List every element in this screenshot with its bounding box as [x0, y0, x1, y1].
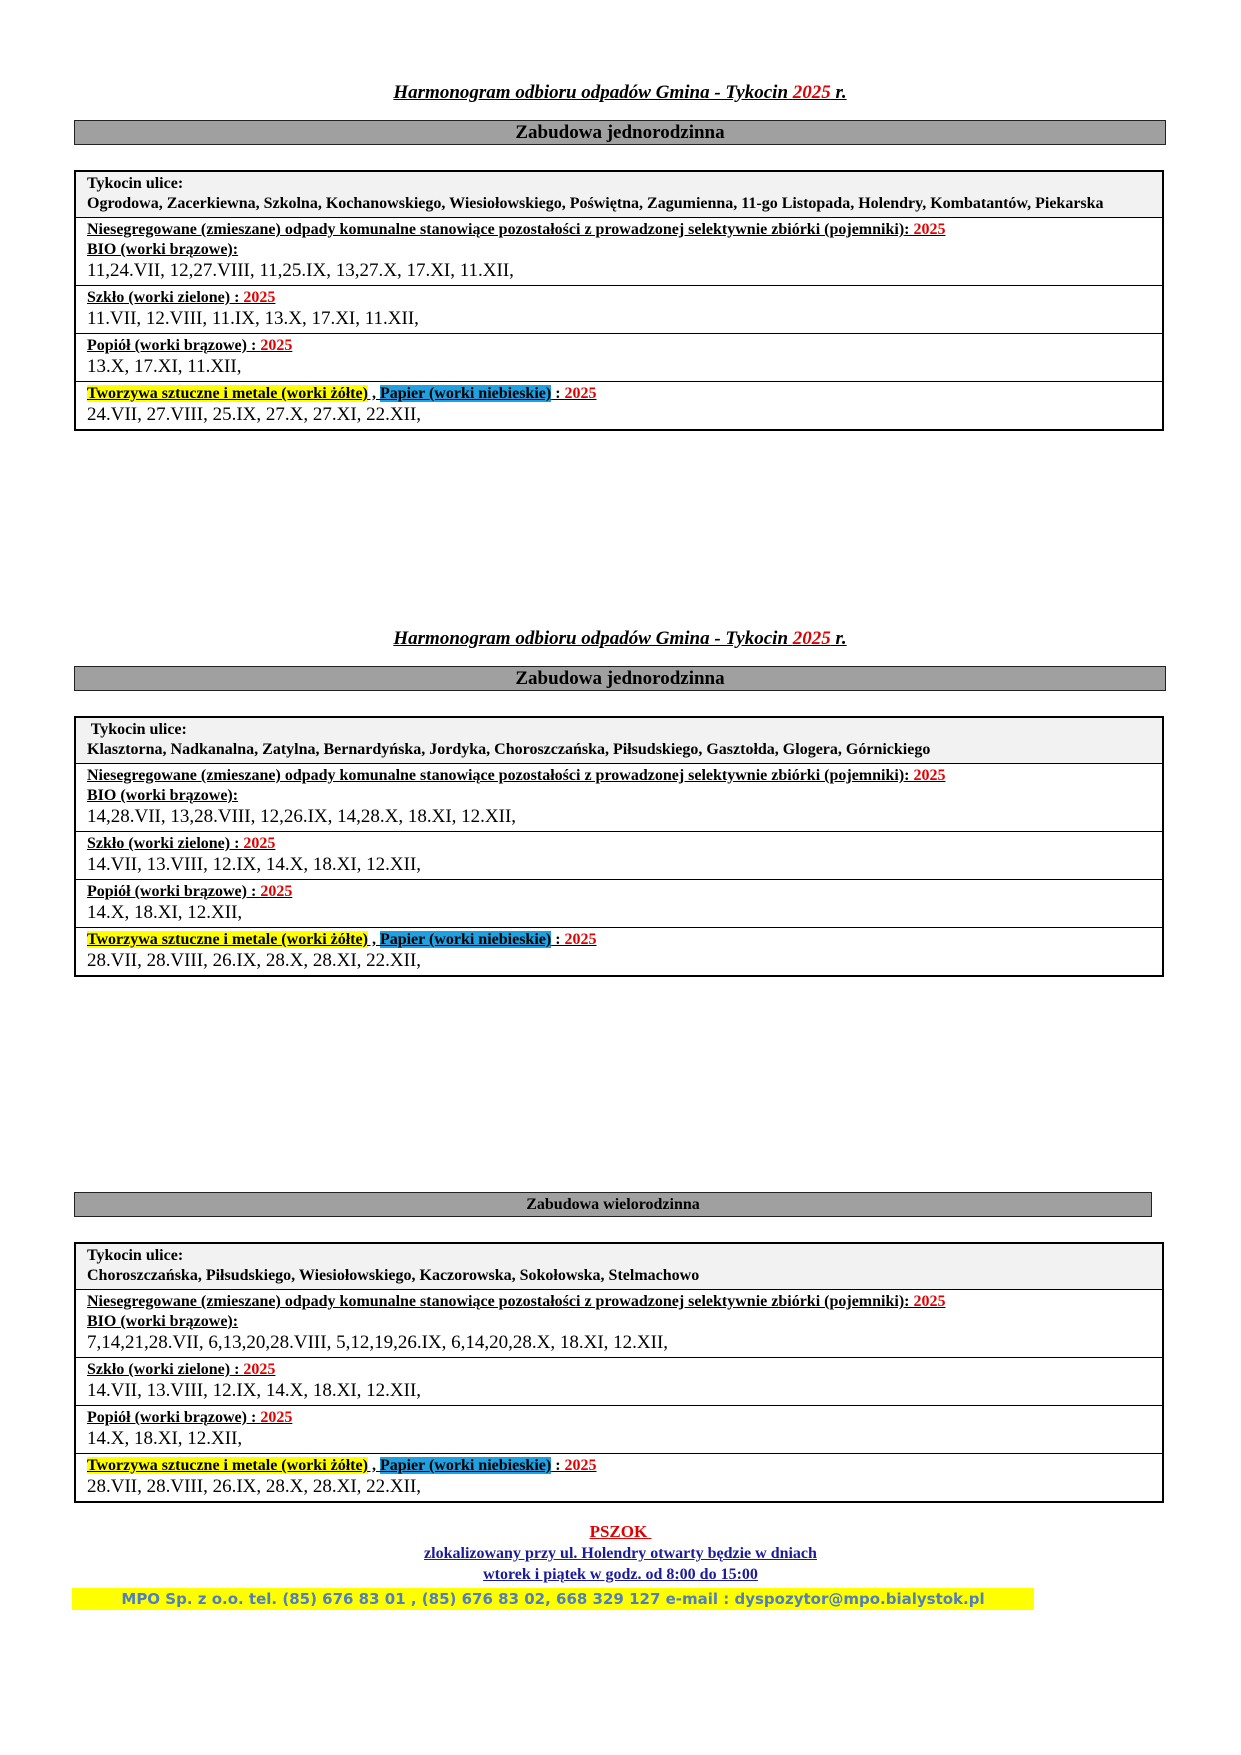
streets-row — [76, 172, 1162, 217]
streets-row — [76, 718, 1162, 763]
ash-label: Popiół (worki brązowe) : 2025 — [87, 883, 293, 900]
streets-label: Tykocin ulice: — [87, 721, 187, 738]
ash-dates: 14.X, 18.XI, 12.XII, — [87, 902, 243, 923]
ash-label: Popiół (worki brązowe) : 2025 — [87, 1409, 293, 1426]
schedule-table — [74, 716, 1164, 977]
schedule-table — [74, 170, 1164, 431]
ash-label: Popiół (worki brązowe) : 2025 — [87, 337, 293, 354]
plastic-paper-label: Tworzywa sztuczne i metale (worki żółte) , Papier (worki niebieskie) : 2025 — [87, 385, 597, 402]
glass-row — [76, 285, 1162, 333]
streets-row — [76, 1244, 1162, 1289]
glass-dates: 14.VII, 13.VIII, 12.IX, 14.X, 18.XI, 12.XII, — [87, 854, 422, 875]
mixed-bio-row — [76, 763, 1162, 831]
glass-row — [76, 831, 1162, 879]
streets-list: Choroszczańska, Piłsudskiego, Wiesiołowskiego, Kaczorowska, Sokołowska, Stelmachowo — [87, 1267, 700, 1284]
plastic-paper-dates: 24.VII, 27.VIII, 25.IX, 27.X, 27.XI, 22.XII, — [87, 404, 422, 425]
plastic-paper-dates: 28.VII, 28.VIII, 26.IX, 28.X, 28.XI, 22.XII, — [87, 1476, 422, 1497]
ash-dates: 14.X, 18.XI, 12.XII, — [87, 1428, 243, 1449]
plastic-paper-row — [76, 1453, 1162, 1501]
building-type-banner: Zabudowa jednorodzinna — [74, 120, 1166, 145]
plastic-paper-row — [76, 927, 1162, 975]
ash-row — [76, 333, 1162, 381]
ash-row — [76, 1405, 1162, 1453]
mixed-bio-row — [76, 1289, 1162, 1357]
glass-label: Szkło (worki zielone) : 2025 — [87, 835, 276, 852]
mixed-waste-label: Niesegregowane (zmieszane) odpady komunalne stanowiące pozostałości z prowadzonej selektywnie zbiórki (pojemniki): 2025 — [87, 221, 946, 238]
bio-dates: 7,14,21,28.VII, 6,13,20,28.VIII, 5,12,19,26.IX, 6,14,20,28.X, 18.XI, 12.XII, — [87, 1332, 669, 1353]
bio-dates: 14,28.VII, 13,28.VIII, 12,26.IX, 14,28.X, 18.XI, 12.XII, — [87, 806, 517, 827]
bio-dates: 11,24.VII, 12,27.VIII, 11,25.IX, 13,27.X, 17.XI, 11.XII, — [87, 260, 514, 281]
plastic-paper-row — [76, 381, 1162, 429]
glass-label: Szkło (worki zielone) : 2025 — [87, 289, 276, 306]
mixed-waste-label: Niesegregowane (zmieszane) odpady komunalne stanowiące pozostałości z prowadzonej selektywnie zbiórki (pojemniki): 2025 — [87, 1293, 946, 1310]
building-type-banner: Zabudowa jednorodzinna — [74, 666, 1166, 691]
glass-dates: 11.VII, 12.VIII, 11.IX, 13.X, 17.XI, 11.XII, — [87, 308, 419, 329]
pszok-hours: wtorek i piątek w godz. od 8:00 do 15:00 — [483, 1566, 758, 1583]
plastic-paper-dates: 28.VII, 28.VIII, 26.IX, 28.X, 28.XI, 22.XII, — [87, 950, 422, 971]
schedule-table — [74, 1242, 1164, 1503]
bio-label: BIO (worki brązowe): — [87, 1313, 239, 1330]
schedule-title: Harmonogram odbioru odpadów Gmina - Tykocin 2025 r. — [393, 628, 847, 649]
pszok-location: zlokalizowany przy ul. Holendry otwarty będzie w dniach — [424, 1545, 817, 1562]
plastic-paper-label: Tworzywa sztuczne i metale (worki żółte) , Papier (worki niebieskie) : 2025 — [87, 931, 597, 948]
schedule-title: Harmonogram odbioru odpadów Gmina - Tykocin 2025 r. — [393, 82, 847, 103]
building-type-banner: Zabudowa wielorodzinna — [74, 1192, 1152, 1217]
glass-dates: 14.VII, 13.VIII, 12.IX, 14.X, 18.XI, 12.XII, — [87, 1380, 422, 1401]
streets-label: Tykocin ulice: — [87, 1247, 184, 1264]
mixed-bio-row — [76, 217, 1162, 285]
contact-bar: MPO Sp. z o.o. tel. (85) 676 83 01 , (85) 676 83 02, 668 329 127 e-mail : dyspozytor@mpo.bialystok.pl — [72, 1588, 1034, 1610]
streets-label: Tykocin ulice: — [87, 175, 184, 192]
bio-label: BIO (worki brązowe): — [87, 787, 239, 804]
ash-dates: 13.X, 17.XI, 11.XII, — [87, 356, 242, 377]
streets-list: Klasztorna, Nadkanalna, Zatylna, Bernardyńska, Jordyka, Choroszczańska, Piłsudskiego, Gasztołda, Glogera, Górnickiego — [87, 741, 931, 758]
plastic-paper-label: Tworzywa sztuczne i metale (worki żółte) , Papier (worki niebieskie) : 2025 — [87, 1457, 597, 1474]
ash-row — [76, 879, 1162, 927]
glass-label: Szkło (worki zielone) : 2025 — [87, 1361, 276, 1378]
mixed-waste-label: Niesegregowane (zmieszane) odpady komunalne stanowiące pozostałości z prowadzonej selektywnie zbiórki (pojemniki): 2025 — [87, 767, 946, 784]
bio-label: BIO (worki brązowe): — [87, 241, 239, 258]
streets-list: Ogrodowa, Zacerkiewna, Szkolna, Kochanowskiego, Wiesiołowskiego, Poświętna, Zagumienna, 11-go Listopada, Holendry, Kombatantów, Piekarska — [87, 195, 1104, 212]
pszok-heading: PSZOK — [589, 1522, 652, 1541]
glass-row — [76, 1357, 1162, 1405]
